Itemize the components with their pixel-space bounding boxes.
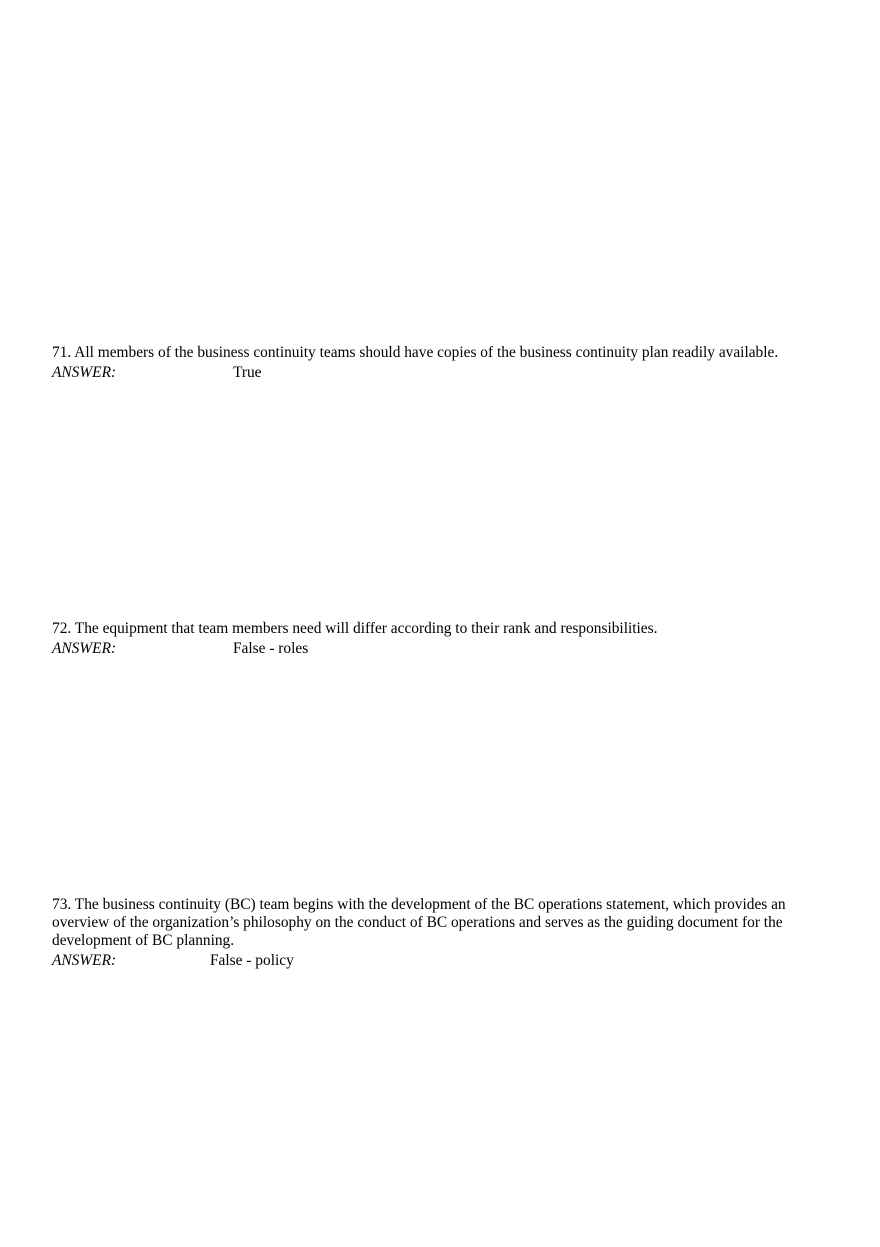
answer-row bbox=[52, 364, 812, 384]
answer-value: False - roles bbox=[233, 640, 309, 657]
question-text: 73. The business continuity (BC) team begins with the development of the BC operations statement, which provides an overview of the organization’s philosophy on the conduct of BC operations and serves as the guiding document for the development of BC planning. bbox=[52, 896, 786, 949]
answer-value: False - policy bbox=[210, 952, 294, 969]
answer-label: ANSWER: bbox=[52, 640, 117, 657]
question-72 bbox=[52, 620, 812, 660]
question-text: 71. All members of the business continuity teams should have copies of the business continuity plan readily available. bbox=[52, 344, 779, 361]
answer-row bbox=[52, 952, 812, 972]
answer-label: ANSWER: bbox=[52, 364, 117, 381]
question-71 bbox=[52, 344, 812, 384]
question-73 bbox=[52, 896, 812, 972]
answer-value: True bbox=[233, 364, 262, 381]
answer-label: ANSWER: bbox=[52, 952, 117, 969]
answer-row bbox=[52, 640, 812, 660]
question-text: 72. The equipment that team members need will differ according to their rank and responsibilities. bbox=[52, 620, 658, 637]
